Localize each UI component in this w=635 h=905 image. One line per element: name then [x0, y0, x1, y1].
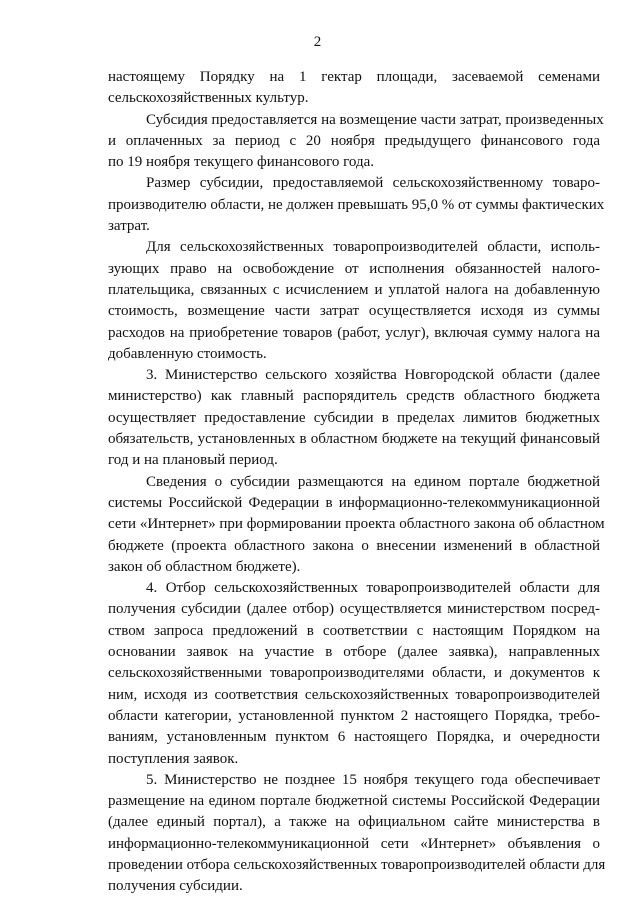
- page-number: 2: [313, 34, 322, 50]
- text-line: ним, исходя из соответствия сельскохозяйственных товаропроизводителей: [108, 686, 600, 703]
- text-line: проведении отбора сельскохозяйственных товаропроизводителей области для: [108, 856, 606, 873]
- paragraph: [108, 237, 600, 365]
- text-line: по 19 ноября текущего финансового года.: [108, 154, 374, 171]
- text-line: зующих право на освобождение от исполнения обязанностей налого-: [108, 260, 600, 277]
- text-line: 4. Отбор сельскохозяйственных товаропроизводителей области для: [146, 580, 600, 597]
- text-line: Сведения о субсидии размещаются на едином портале бюджетной: [146, 473, 600, 490]
- text-line: ством запроса предложений в соответствии с настоящим Порядком на: [108, 622, 600, 639]
- text-line: Размер субсидии, предоставляемой сельскохозяйственному товаро-: [146, 175, 600, 192]
- text-line: расходов на приобретение товаров (работ, услуг), включая сумму налога на: [108, 324, 600, 341]
- text-line: год и на плановый период.: [108, 452, 278, 469]
- text-line: размещение на едином портале бюджетной системы Российской Федерации: [108, 793, 600, 810]
- text-line: сельскохозяйственными товаропроизводителями области, и документов к: [108, 665, 600, 682]
- text-line: сети «Интернет» при формировании проекта областного закона об областном: [108, 516, 605, 533]
- text-line: затрат.: [108, 218, 150, 235]
- text-line: производителю области, не должен превышать 95,0 % от суммы фактических: [108, 196, 605, 213]
- text-line: добавленную стоимость.: [108, 345, 267, 362]
- document-body: [108, 67, 606, 898]
- paragraph: [108, 578, 600, 770]
- text-line: настоящему Порядку на 1 гектар площади, засеваемой семенами: [108, 69, 600, 85]
- text-line: бюджете (проекта областного закона о внесении изменений в областной: [108, 537, 600, 554]
- paragraph: [108, 770, 606, 898]
- text-line: получения субсидии (далее отбор) осуществляется министерством посред-: [108, 601, 600, 618]
- text-line: осуществляет предоставление субсидии в пределах лимитов бюджетных: [108, 409, 600, 426]
- text-line: Для сельскохозяйственных товаропроизводителей области, исполь-: [146, 239, 600, 256]
- paragraph: [108, 365, 600, 471]
- text-line: получения субсидии.: [108, 878, 243, 895]
- text-line: основании заявок на участие в отборе (далее заявка), направленных: [108, 644, 600, 661]
- paragraph: [108, 472, 605, 578]
- text-line: 3. Министерство сельского хозяйства Новгородской области (далее: [146, 367, 600, 384]
- paragraph: [108, 110, 604, 174]
- text-line: ваниям, установленным пунктом 6 настоящего Порядка, и очередности: [108, 729, 600, 746]
- text-line: министерство) как главный распорядитель средств областного бюджета: [108, 388, 600, 405]
- text-line: 5. Министерство не позднее 15 ноября текущего года обеспечивает: [146, 771, 600, 788]
- text-line: информационно-телекоммуникационной сети «Интернет» объявления о: [108, 835, 600, 852]
- text-line: и оплаченных за период с 20 ноября предыдущего финансового года: [108, 132, 600, 149]
- text-line: закон об областном бюджете).: [108, 558, 301, 575]
- paragraph: [108, 67, 600, 110]
- text-line: поступления заявок.: [108, 750, 239, 767]
- text-line: плательщика, связанных с исчислением и уплатой налога на добавленную: [108, 281, 600, 298]
- paragraph: [108, 173, 605, 237]
- text-line: сельскохозяйственных культур.: [108, 90, 309, 107]
- text-line: обязательств, установленных в областном бюджете на текущий финансовый: [108, 431, 600, 448]
- text-line: области категории, установленной пунктом 2 настоящего Порядка, требо-: [108, 707, 600, 724]
- text-line: (далее единый портал), а также на официальном сайте министерства в: [108, 814, 600, 831]
- text-line: стоимость, возмещение части затрат осуществляется исходя из суммы: [108, 303, 600, 320]
- text-line: Субсидия предоставляется на возмещение части затрат, произведенных: [146, 111, 604, 128]
- text-line: системы Российской Федерации в информационно-телекоммуникационной: [108, 494, 600, 511]
